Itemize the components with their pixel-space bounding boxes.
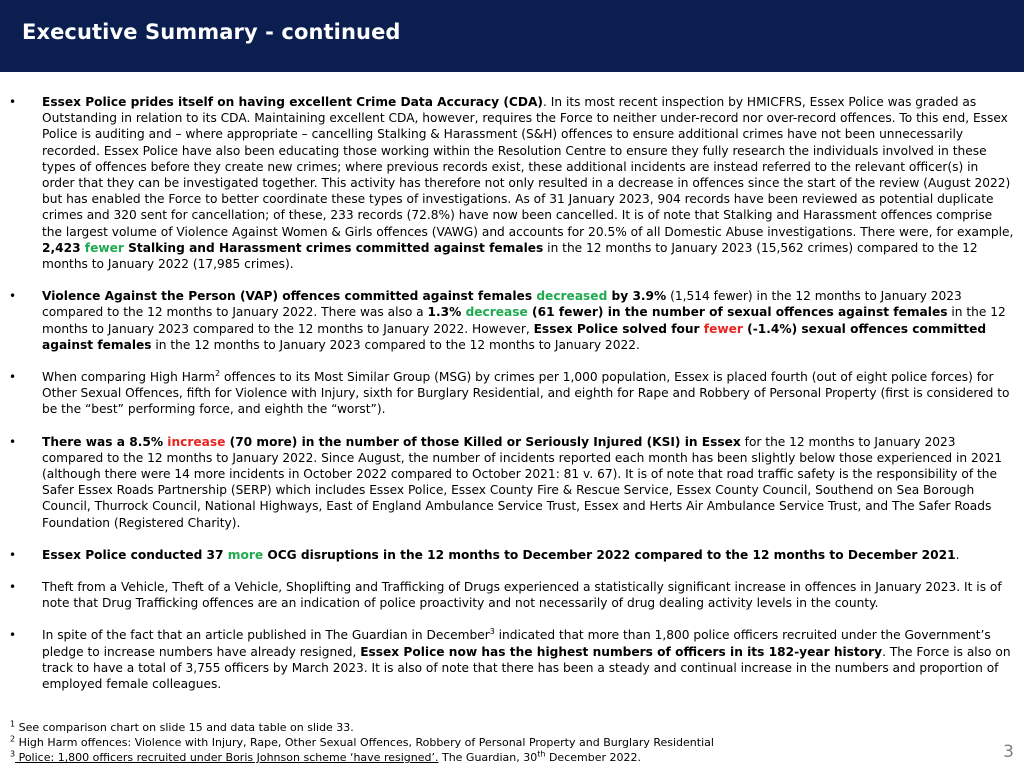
text-run: In spite of the fact that an article published in The Guardian in December	[42, 628, 490, 643]
text-run: 1	[10, 719, 16, 729]
bullet-item	[0, 288, 1024, 353]
text-run: December 2022.	[545, 751, 641, 764]
bullet-symbol: •	[9, 547, 17, 562]
footnote-2	[10, 735, 910, 750]
bullet-symbol: •	[9, 289, 17, 304]
bullet-text	[42, 547, 1014, 563]
text-run: See comparison chart on slide 15 and data table on slide 33.	[15, 721, 354, 734]
text-run: When comparing High Harm	[42, 370, 216, 385]
bullet-text	[42, 579, 1014, 611]
text-run: Essex Police now has the highest numbers of officers in its 182-year history	[360, 644, 883, 659]
text-run: by 3.9%	[607, 289, 667, 304]
text-run: 2	[215, 368, 221, 378]
bullet-symbol: •	[9, 434, 17, 449]
text-run: (-1.4%) sexual offences committed against females	[42, 321, 987, 352]
text-run: . In its most recent inspection by HMICFRS, Essex Police was graded as Outstanding in relation to its CDA. Maintaining excellent CDA, however, requires the Force to neither under-record nor over-record offences. To this end, Essex Police is auditing and – where appropriate – cancelling Stalking & Harassment (S&H) offences to ensure additional crimes have not been unnecessarily recorded. Essex Police have also been educating those working within the Resolution Centre to ensure they fully research the individuals involved in these types of offences before they create new crimes; where previous records exist, these additional incidents are instead referred to the relevant officer(s) in order that they can be investigated together. This activity has therefore not only resulted in a decrease in offences since the start of the review (August 2022) but has enabled the Force to better coordinate these types of investigations. As of 31 January 2023, 904 records have been reviewed as potential duplicate crimes and 320 sent for cancellation; of these, 233 records (72.8%) have now been cancelled. It is of note that Stalking and Harassment offences comprise the largest volume of Violence Against Women & Girls offences (VAWG) and accounts for 20.5% of all Domestic Abuse investigations. There were, for example,	[42, 95, 1014, 239]
summary-body	[0, 94, 1024, 708]
bullet-item	[0, 434, 1024, 531]
text-run: 2,423	[42, 240, 85, 255]
text-run: Essex Police solved four	[533, 321, 704, 336]
text-run: indicated that more than 1,800 police officers recruited under the Government’s pledge to increase numbers have already resigned,	[42, 628, 991, 659]
page-number: 3	[1003, 742, 1014, 762]
footnote-1	[10, 720, 910, 735]
bullet-symbol: •	[9, 628, 17, 643]
text-run: OCG disruptions in the 12 months to December 2022 compared to the 12 months to December 2021	[263, 547, 956, 562]
bullet-symbol: •	[9, 580, 17, 595]
bullet-item	[0, 369, 1024, 418]
bullet-item	[0, 94, 1024, 272]
text-run: fewer	[84, 240, 124, 255]
text-run: . The Force is also on track to have a total of 3,755 officers by March 2023. It is also of note that there has been a steady and continual increase in the numbers and proportion of employed female colleagues.	[42, 644, 1011, 692]
text-run: 3	[10, 749, 16, 759]
text-run: 3	[489, 627, 495, 637]
text-run: fewer	[703, 321, 743, 336]
text-run: Theft from a Vehicle, Theft of a Vehicle, Shoplifting and Trafficking of Drugs experienced a statistically significant increase in offences in January 2023. It is of note that Drug Trafficking offences are an indication of police proactivity and not necessarily of drug dealing activity levels in the county.	[42, 580, 1002, 611]
text-run: Violence Against the Person (VAP) offences committed against females	[42, 289, 537, 304]
text-run: (61 fewer) in the number of sexual offences against females	[527, 305, 948, 320]
text-run[interactable]: Police: 1,800 officers recruited under Boris Johnson scheme ‘have resigned’.	[15, 751, 439, 764]
text-run: th	[537, 749, 546, 759]
footnotes	[10, 720, 910, 765]
bullet-text	[42, 288, 1014, 353]
text-run: The Guardian, 30	[438, 751, 538, 764]
bullet-item	[0, 579, 1024, 611]
text-run: .	[955, 547, 960, 562]
text-run: 1.3%	[427, 305, 466, 320]
bullet-item	[0, 627, 1024, 692]
text-run: 2	[10, 734, 16, 744]
text-run: in the 12 months to January 2023 (15,562 crimes) compared to the 12 months to January 2022 (17,985 crimes).	[42, 240, 978, 272]
text-run: There was a 8.5%	[42, 434, 168, 449]
bullet-text	[42, 369, 1014, 418]
bullet-symbol: •	[9, 370, 17, 385]
text-run: in the 12 months to January 2023 compared to the 12 months to January 2022. However,	[42, 305, 1006, 336]
text-run: increase	[167, 434, 226, 449]
text-run: more	[227, 547, 264, 562]
footnote-3-source-link	[10, 750, 910, 765]
text-run: decreased	[536, 289, 608, 304]
text-run: for the 12 months to January 2023 compared to the 12 months to January 2022. Since August, the number of incidents reported each month has been slightly below those experienced in 2021 (although there were 14 more incidents in October 2022 compared to October 2021: 81 v. 67). It is of note that road traffic safety is the responsibility of the Safer Essex Roads Partnership (SERP) which includes Essex Police, Essex County Fire & Rescue Service, Essex County Council, Southend on Sea Borough Council, Thurrock Council, National Highways, East of England Ambulance Service Trust, Essex and Herts Air Ambulance Service Trust, and The Safer Roads Foundation (Registered Charity).	[42, 434, 1002, 530]
text-run: Essex Police conducted 37	[42, 547, 228, 562]
text-run: (1,514 fewer) in the 12 months to January 2023 compared to the 12 months to January 2022. There was also a	[42, 289, 962, 320]
text-run: High Harm offences: Violence with Injury, Rape, Other Sexual Offences, Robbery of Personal Property and Burglary Residential	[15, 736, 714, 749]
text-run: Essex Police prides itself on having excellent Crime Data Accuracy (CDA)	[42, 95, 543, 109]
text-run: Stalking and Harassment crimes committed against females	[123, 240, 544, 255]
bullet-text	[42, 94, 1014, 272]
bullet-text	[42, 434, 1014, 531]
bullet-symbol: •	[9, 95, 17, 109]
text-run: offences to its Most Similar Group (MSG) by crimes per 1,000 population, Essex is placed fourth (out of eight police forces) for Other Sexual Offences, fifth for Violence with Injury, sixth for Burglary Residential, and eighth for Rape and Robbery of Personal Property (first is considered to be the “best” performing force, and eighth the “worst”).	[42, 370, 1010, 417]
title-banner	[0, 0, 1024, 72]
bullet-item	[0, 547, 1024, 563]
bullet-text	[42, 627, 1014, 692]
slide-title: Executive Summary - continued	[22, 20, 401, 44]
text-run: decrease	[465, 305, 528, 320]
text-run: in the 12 months to January 2023 compared to the 12 months to January 2022.	[151, 337, 640, 352]
text-run: (70 more) in the number of those Killed or Seriously Injured (KSI) in Essex	[225, 434, 741, 449]
